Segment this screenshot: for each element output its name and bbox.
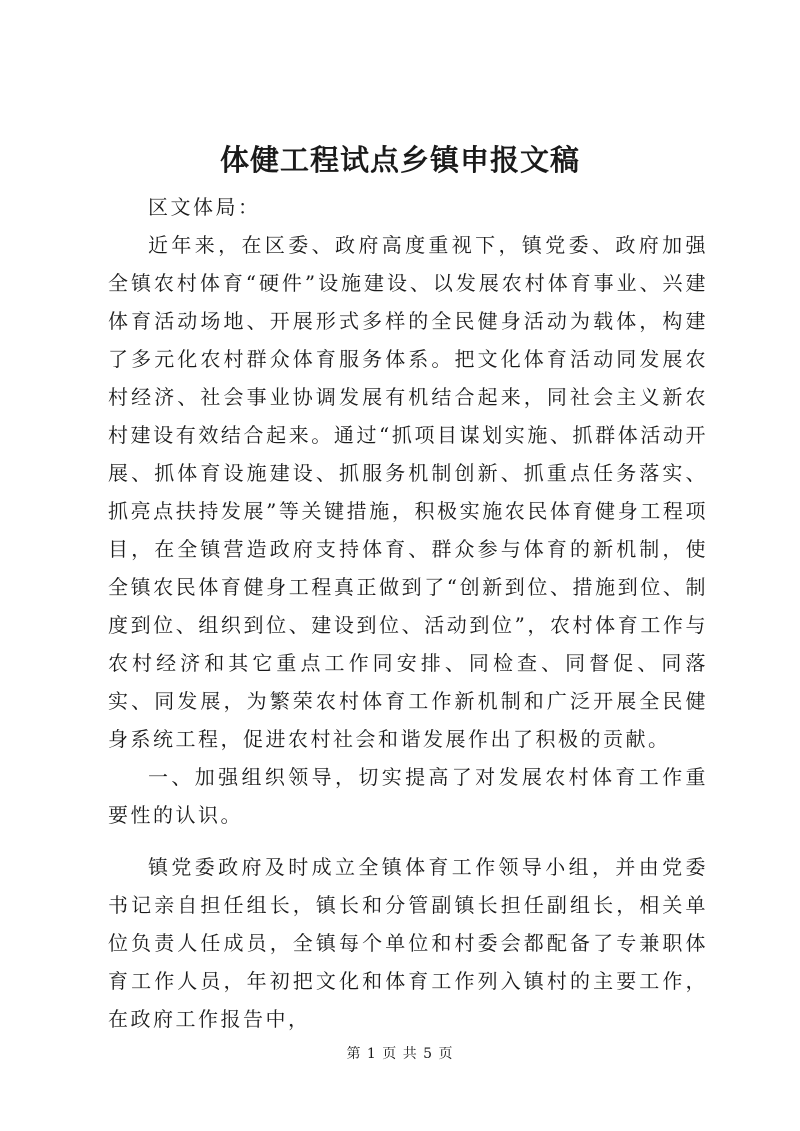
- page-number: 第 1 页 共 5 页: [346, 1046, 454, 1062]
- paragraph-intro: 近年来，在区委、政府高度重视下，镇党委、政府加强全镇农村体育“硬件”设施建设、以发展农村体育事业、兴建体育活动场地、开展形式多样的全民健身活动为载体，构建了多元化农村群众体育服务体系。把文化体育活动同发展农村经济、社会事业协调发展有机结合起来，同社会主义新农村建设有效结合起来。通过“抓项目谋划实施、抓群体活动开展、抓体育设施建设、抓服务机制创新、抓重点任务落实、抓亮点扶持发展”等关键措施，积极实施农民体育健身工程项目，在全镇营造政府支持体育、群众参与体育的新机制，使全镇农民体育健身工程真正做到了“创新到位、措施到位、制度到位、组织到位、建设到位、活动到位”，农村体育工作与农村经济和其它重点工作同安排、同检查、同督促、同落实、同发展，为繁荣农村体育工作新机制和广泛开展全民健身系统工程，促进农村社会和谐发展作出了积极的贡献。: [108, 233, 708, 751]
- document-body: [108, 188, 708, 1038]
- paragraph-section-1: 镇党委政府及时成立全镇体育工作领导小组，并由党委书记亲自担任组长，镇长和分管副镇长担任副组长，相关单位负责人任成员，全镇每个单位和村委会都配备了专兼职体育工作人员，年初把文化和体育工作列入镇村的主要工作，在政府工作报告中，: [108, 855, 708, 1031]
- section-heading-1: 一、加强组织领导，切实提高了对发展农村体育工作重要性的认识。: [108, 765, 708, 827]
- salutation: 区文体局：: [148, 195, 261, 219]
- document-title: 体健工程试点乡镇申报文稿: [219, 143, 580, 177]
